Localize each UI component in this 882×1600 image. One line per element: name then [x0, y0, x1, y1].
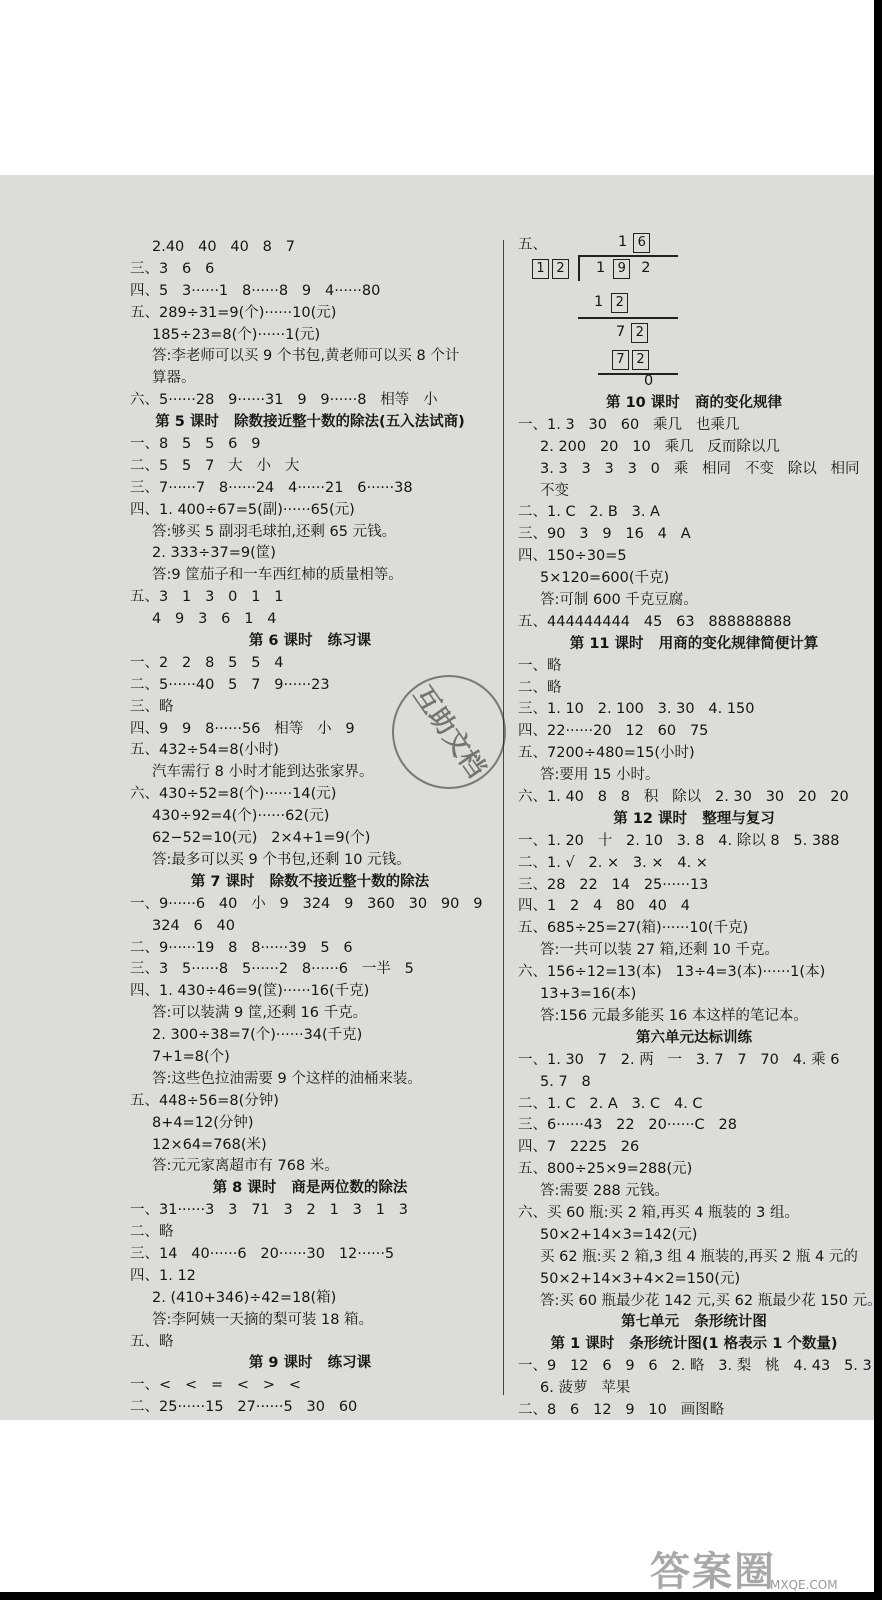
answer-line: 六、买 60 瓶:买 2 箱,再买 4 瓶装的 3 组。 — [518, 1204, 799, 1221]
section-heading: 第六单元达标训练 — [636, 1029, 752, 1046]
answer-line: 一、2 2 8 5 5 4 — [130, 654, 284, 671]
answer-line: 12×64=768(米) — [152, 1136, 267, 1153]
answer-line: 185÷23=8(个)······1(元) — [152, 326, 321, 343]
division-step-3: 7 2 — [612, 350, 652, 370]
answer-line: 四、1. 400÷67=5(副)······65(元) — [130, 501, 355, 518]
answer-line: 四、5 3······1 8······8 9 4······80 — [130, 282, 381, 299]
answer-line: 62−52=10(元) 2×4+1=9(个) — [152, 830, 371, 847]
section-heading: 第 7 课时 除数不接近整十数的除法 — [190, 873, 430, 890]
answer-line: 二、9······19 8 8······39 5 6 — [130, 939, 353, 956]
answer-line: 五、444444444 45 63 888888888 — [518, 613, 792, 630]
answer-line: 二、25······15 27······5 30 60 — [130, 1399, 358, 1416]
answer-line: 六、1. 40 8 8 积 除以 2. 30 30 20 20 — [518, 789, 849, 806]
answer-line: 四、9 9 8······56 相等 小 9 — [130, 720, 355, 737]
division-remainder: 0 — [644, 373, 654, 389]
answer-line: 2. 300÷38=7(个)······34(千克) — [152, 1027, 363, 1044]
answer-line: 一、1. 20 十 2. 10 3. 8 4. 除以 8 5. 388 — [518, 832, 840, 849]
section-heading: 第 9 课时 练习课 — [248, 1355, 372, 1372]
answer-line: 三、3 6 6 — [130, 260, 215, 277]
answer-line: 4 9 3 6 1 4 — [152, 611, 277, 628]
answer-line: 50×2+14×3=142(元) — [540, 1226, 698, 1243]
answer-line: 四、7 2225 26 — [518, 1139, 640, 1156]
section-heading: 第 8 课时 商是两位数的除法 — [212, 1180, 408, 1197]
answer-line: 8+4=12(分钟) — [152, 1114, 254, 1131]
answer-page — [0, 175, 882, 1420]
answer-line: 二、略 — [518, 679, 562, 696]
answer-line: 二、略 — [130, 1224, 174, 1241]
section-heading: 第七单元 条形统计图 — [621, 1314, 767, 1331]
answer-line: 二、5 5 7 大 小 大 — [130, 457, 300, 474]
answer-line: 三、28 22 14 25······13 — [518, 876, 709, 893]
answer-line: 四、150÷30=5 — [518, 548, 627, 565]
answer-line: 2. 333÷37=9(筐) — [152, 545, 276, 562]
answer-line: 5×120=600(千克) — [540, 570, 670, 587]
section-heading: 第 5 课时 除数接近整十数的除法(五入法试商) — [155, 414, 465, 431]
answer-line: 答:元元家离超市有 768 米。 — [152, 1158, 339, 1175]
answer-line: 五、7200÷480=15(小时) — [518, 745, 695, 762]
answer-line: 50×2+14×3+4×2=150(元) — [540, 1270, 741, 1287]
right-column — [518, 393, 882, 1488]
answer-line: 7+1=8(个) — [152, 1048, 230, 1065]
answer-line: 答:一共可以装 27 箱,还剩 10 千克。 — [540, 942, 779, 959]
section-heading: 第 12 课时 整理与复习 — [613, 810, 775, 827]
answer-line: 三、略 — [130, 698, 174, 715]
answer-line: 三、90 3 9 16 4 A — [518, 526, 691, 543]
answer-line: 不变 — [540, 482, 569, 499]
answer-line: 四、1 2 4 80 40 4 — [518, 898, 690, 915]
long-division-figure — [518, 233, 718, 393]
section-heading: 第 1 课时 条形统计图(1 格表示 1 个数量) — [550, 1336, 838, 1353]
answer-line: 三、1. 10 2. 100 3. 30 4. 150 — [518, 701, 755, 718]
answer-line: 一、8 5 5 6 9 — [130, 436, 261, 453]
answer-line: 一、< < = < > < — [130, 1377, 302, 1394]
answer-line: 二、5······40 5 7 9······23 — [130, 676, 330, 693]
answer-line: 四、1. 12 — [130, 1267, 196, 1284]
answer-line: 答:要用 15 小时。 — [540, 767, 660, 784]
answer-line: 三、6······43 22 20······C 28 — [518, 1117, 737, 1134]
section-heading: 第 6 课时 练习课 — [248, 633, 372, 650]
answer-line: 6. 菠萝 苹果 — [540, 1380, 631, 1397]
division-label: 五、 — [518, 237, 547, 253]
left-column — [130, 237, 490, 1529]
answer-line: 算器。 — [152, 370, 196, 387]
answer-line: 二、1. C 2. A 3. C 4. C — [518, 1095, 703, 1112]
answer-line: 答:李阿姨一天摘的梨可装 18 箱。 — [152, 1311, 374, 1328]
answer-line: 一、略 — [518, 657, 562, 674]
answer-line: 3. 3 3 3 3 0 乘 相同 不变 除以 相同 — [540, 460, 860, 477]
answer-line: 二、1. C 2. B 3. A — [518, 504, 660, 521]
answer-line: 答:李老师可以买 9 个书包,黄老师可以买 8 个计 — [152, 348, 460, 365]
answer-line: 答:156 元最多能买 16 本这样的笔记本。 — [540, 1007, 808, 1024]
answer-line: 2.40 40 40 8 7 — [152, 239, 295, 255]
answer-line: 五、略 — [130, 1333, 174, 1350]
answer-line: 三、3 5······8 5······2 8······6 一半 5 — [130, 961, 414, 978]
answer-line: 五、448÷56=8(分钟) — [130, 1092, 279, 1109]
answer-line: 答:这些色拉油需要 9 个这样的油桶来装。 — [152, 1070, 422, 1087]
answer-line: 324 6 40 — [152, 917, 236, 934]
answer-line: 5. 7 8 — [540, 1073, 591, 1090]
answer-line: 答:需要 288 元钱。 — [540, 1183, 669, 1200]
section-heading: 第 11 课时 用商的变化规律简便计算 — [569, 635, 819, 652]
answer-line: 买 62 瓶:买 2 箱,3 组 4 瓶装的,再买 2 瓶 4 元的 — [540, 1248, 858, 1265]
answer-line: 四、1. 430÷46=9(筐)······16(千克) — [130, 983, 370, 1000]
answer-line: 一、9 12 6 9 6 2. 略 3. 梨 桃 4. 43 5. 3 — [518, 1358, 872, 1375]
answer-line: 答:最多可以买 9 个书包,还剩 10 元钱。 — [152, 851, 411, 868]
answer-line: 六、5······28 9······31 9 9······8 相等 小 — [130, 392, 438, 409]
answer-line: 2. (410+346)÷42=18(箱) — [152, 1289, 337, 1306]
answer-line: 二、8 6 12 9 10 画图略 — [518, 1401, 725, 1418]
answer-line: 三、14 40······6 20······30 12······5 — [130, 1245, 395, 1262]
answer-line: 答:可制 600 千克豆腐。 — [540, 592, 698, 609]
division-step-2: 7 2 — [616, 323, 651, 343]
answer-line: 一、31······3 3 71 3 2 1 3 1 3 — [130, 1202, 408, 1219]
section-heading: 第 10 课时 商的变化规律 — [606, 395, 782, 411]
answer-line: 五、432÷54=8(小时) — [130, 742, 279, 759]
top-margin — [0, 0, 874, 175]
answer-line: 四、22······20 12 60 75 — [518, 723, 709, 740]
answer-line: 430÷92=4(个)······62(元) — [152, 808, 330, 825]
division-quotient: 1 6 — [618, 233, 653, 253]
division-dividend: 1 9 2 — [596, 259, 650, 279]
answer-line: 答:够买 5 副羽毛球拍,还剩 65 元钱。 — [152, 523, 397, 540]
answer-line: 2. 200 20 10 乘几 反而除以几 — [540, 438, 780, 455]
answer-line: 五、800÷25×9=288(元) — [518, 1161, 693, 1178]
answer-line: 三、7······7 8······24 4······21 6······38 — [130, 479, 413, 496]
column-divider — [503, 240, 504, 1395]
division-step-1: 1 2 — [594, 293, 631, 313]
answer-line: 五、685÷25=27(箱)······10(千克) — [518, 920, 749, 937]
answer-line: 一、9······6 40 小 9 324 9 360 30 90 9 — [130, 895, 483, 912]
site-watermark-url: MXQE.COM — [770, 1578, 838, 1592]
stamp-watermark: 互助文档 — [370, 653, 529, 812]
answer-line: 答:可以装满 9 筐,还剩 16 千克。 — [152, 1005, 368, 1022]
answer-line: 一、1. 30 7 2. 两 一 3. 7 7 70 4. 乘 6 — [518, 1051, 840, 1068]
answer-line: 二、1. √ 2. × 3. × 4. × — [518, 854, 708, 871]
answer-line: 五、289÷31=9(个)······10(元) — [130, 304, 337, 321]
answer-line: 五、3 1 3 0 1 1 — [130, 589, 284, 606]
division-divisor: 1 2 — [532, 259, 572, 279]
answer-line: 答:买 60 瓶最少花 142 元,买 62 瓶最少花 150 元。 — [540, 1292, 882, 1309]
answer-line: 六、430÷52=8(个)······14(元) — [130, 786, 337, 803]
answer-line: 13+3=16(本) — [540, 986, 637, 1003]
answer-line: 一、1. 3 30 60 乘几 也乘几 — [518, 416, 740, 433]
site-watermark-logo: 答案圈 — [650, 1549, 776, 1595]
answer-line: 汽车需行 8 小时才能到达张家界。 — [152, 764, 374, 781]
answer-line: 答:9 筐茄子和一车西红柿的质量相等。 — [152, 567, 403, 584]
answer-line: 六、156÷12=13(本) 13÷4=3(本)······1(本) — [518, 964, 826, 981]
